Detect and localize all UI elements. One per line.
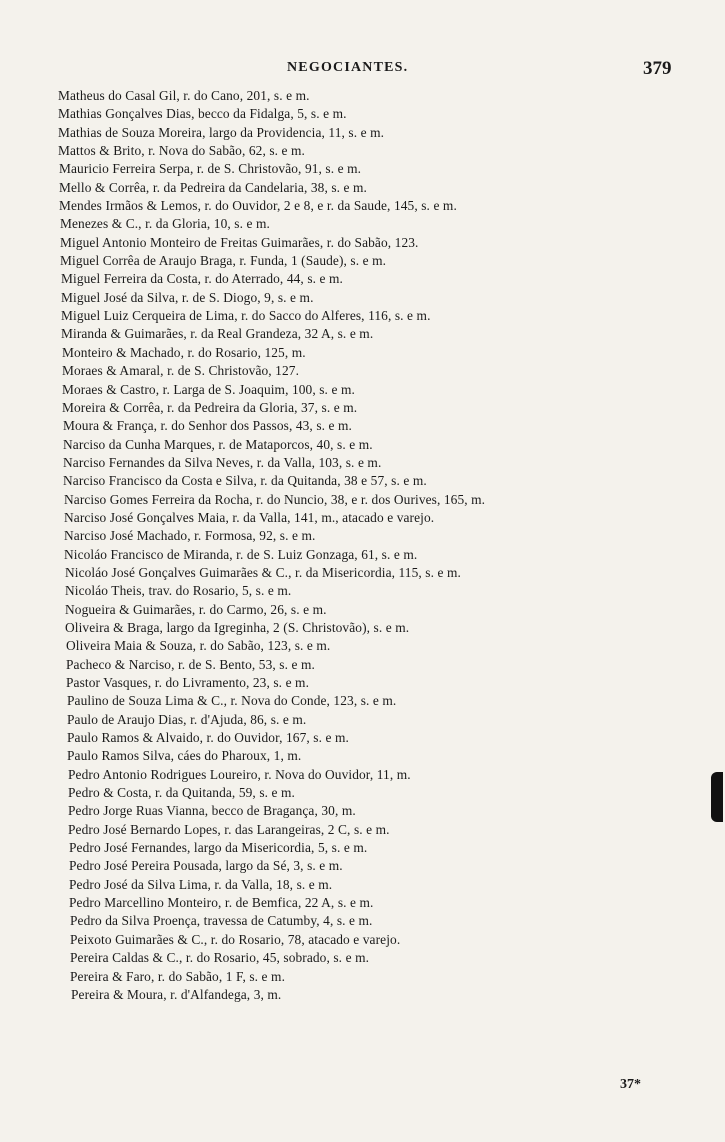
merchant-list: [0, 87, 725, 1004]
list-item: Moreira & Corrêa, r. da Pedreira da Gloria, 37, s. e m.: [62, 399, 358, 415]
list-item: Pereira Caldas & C., r. do Rosario, 45, sobrado, s. e m.: [70, 950, 370, 966]
list-item: Narciso Gomes Ferreira da Rocha, r. do Nuncio, 38, e r. dos Ourives, 165, m.: [64, 491, 486, 507]
list-item: Paulo Ramos & Alvaido, r. do Ouvidor, 167, s. e m.: [67, 730, 349, 746]
list-item: Monteiro & Machado, r. do Rosario, 125, m.: [62, 344, 306, 360]
list-item: Nicoláo José Gonçalves Guimarães & C., r. da Misericordia, 115, s. e m.: [65, 564, 461, 580]
list-item: Mathias de Souza Moreira, largo da Providencia, 11, s. e m.: [58, 124, 385, 140]
list-item: Miguel José da Silva, r. de S. Diogo, 9, s. e m.: [61, 289, 314, 305]
list-item: Pedro Jorge Ruas Vianna, becco de Bragança, 30, m.: [68, 803, 356, 819]
list-item: Mello & Corrêa, r. da Pedreira da Candelaria, 38, s. e m.: [59, 179, 368, 195]
list-item: Pedro José Pereira Pousada, largo da Sé, 3, s. e m.: [69, 858, 343, 874]
list-item: Paulino de Souza Lima & C., r. Nova do Conde, 123, s. e m.: [67, 693, 397, 709]
list-item: Narciso da Cunha Marques, r. de Mataporcos, 40, s. e m.: [63, 436, 373, 452]
list-item: Miguel Corrêa de Araujo Braga, r. Funda, 1 (Saude), s. e m.: [60, 253, 387, 269]
list-item: Pedro & Costa, r. da Quitanda, 59, s. e m.: [68, 785, 295, 801]
list-item: Pedro José da Silva Lima, r. da Valla, 18, s. e m.: [69, 876, 333, 892]
page-title: NEGOCIANTES.: [287, 60, 409, 75]
list-item: Miguel Ferreira da Costa, r. do Aterrado, 44, s. e m.: [61, 271, 343, 287]
list-item: Nogueira & Guimarães, r. do Carmo, 26, s. e m.: [65, 601, 327, 617]
list-item: Paulo de Araujo Dias, r. d'Ajuda, 86, s. e m.: [67, 711, 307, 727]
list-item: Narciso Francisco da Costa e Silva, r. da Quitanda, 38 e 57, s. e m.: [63, 473, 427, 489]
list-item: Peixoto Guimarães & C., r. do Rosario, 78, atacado e varejo.: [70, 931, 401, 947]
list-item: Pereira & Moura, r. d'Alfandega, 3, m.: [71, 986, 282, 1002]
list-item: Oliveira Maia & Souza, r. do Sabão, 123, s. e m.: [66, 638, 331, 654]
list-item: Pedro José Fernandes, largo da Misericordia, 5, s. e m.: [69, 840, 368, 856]
list-item: Paulo Ramos Silva, cáes do Pharoux, 1, m.: [67, 748, 302, 764]
signature-mark: 37*: [620, 1077, 641, 1092]
list-item: Pacheco & Narciso, r. de S. Bento, 53, s. e m.: [66, 656, 315, 672]
list-item: Pedro da Silva Proença, travessa de Catumby, 4, s. e m.: [70, 913, 373, 929]
list-item: Pedro Marcellino Monteiro, r. de Bemfica, 22 A, s. e m.: [69, 895, 374, 911]
list-item: Nicoláo Theis, trav. do Rosario, 5, s. e m.: [65, 583, 292, 599]
list-item: Mattos & Brito, r. Nova do Sabão, 62, s. e m.: [58, 143, 306, 159]
list-item: Mauricio Ferreira Serpa, r. de S. Christovão, 91, s. e m.: [59, 161, 362, 177]
list-item: Menezes & C., r. da Gloria, 10, s. e m.: [60, 216, 270, 232]
list-item: Pedro Antonio Rodrigues Loureiro, r. Nova do Ouvidor, 11, m.: [68, 766, 411, 782]
list-item: Mathias Gonçalves Dias, becco da Fidalga, 5, s. e m.: [58, 106, 347, 122]
list-item: Mendes Irmãos & Lemos, r. do Ouvidor, 2 e 8, e r. da Saude, 145, s. e m.: [59, 198, 457, 214]
list-item: Miranda & Guimarães, r. da Real Grandeza, 32 A, s. e m.: [61, 326, 374, 342]
list-item: Moraes & Castro, r. Larga de S. Joaquim, 100, s. e m.: [62, 381, 355, 397]
list-item: Pastor Vasques, r. do Livramento, 23, s. e m.: [66, 675, 310, 690]
list-item: Moraes & Amaral, r. de S. Christovão, 127.: [62, 363, 300, 379]
list-item: Miguel Antonio Monteiro de Freitas Guimarães, r. do Sabão, 123.: [60, 234, 419, 250]
list-item: Narciso Fernandes da Silva Neves, r. da Valla, 103, s. e m.: [63, 454, 382, 470]
page-edge-mark: [711, 772, 723, 822]
page-number: 379: [643, 58, 672, 79]
list-item: Narciso José Gonçalves Maia, r. da Valla, 141, m., atacado e varejo.: [64, 509, 435, 525]
list-item: Nicoláo Francisco de Miranda, r. de S. Luiz Gonzaga, 61, s. e m.: [64, 546, 418, 562]
list-item: Moura & França, r. do Senhor dos Passos, 43, s. e m.: [63, 418, 352, 434]
list-item: Pereira & Faro, r. do Sabão, 1 F, s. e m.: [70, 968, 286, 984]
list-item: Miguel Luiz Cerqueira de Lima, r. do Sacco do Alferes, 116, s. e m.: [61, 308, 431, 324]
list-item: Narciso José Machado, r. Formosa, 92, s. e m.: [64, 528, 316, 544]
list-item: Oliveira & Braga, largo da Igreginha, 2 (S. Christovão), s. e m.: [65, 619, 410, 635]
list-item: Matheus do Casal Gil, r. do Cano, 201, s. e m.: [58, 88, 310, 103]
list-item: Pedro José Bernardo Lopes, r. das Larangeiras, 2 C, s. e m.: [68, 821, 390, 837]
